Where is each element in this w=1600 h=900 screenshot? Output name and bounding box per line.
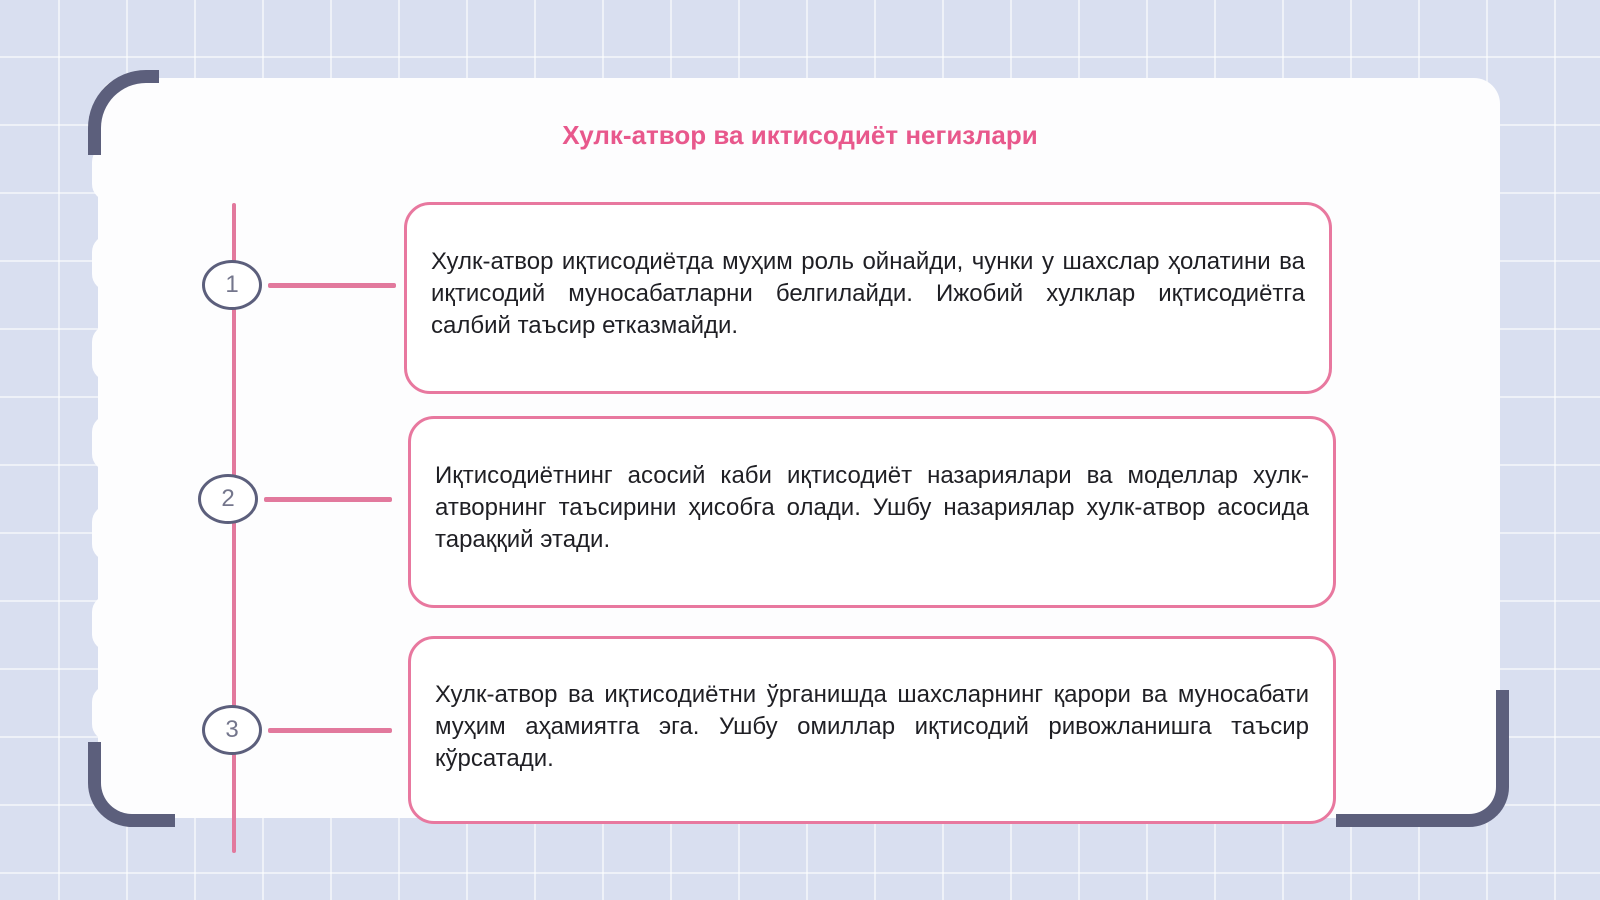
corner-bracket-top-left — [88, 70, 159, 155]
timeline-text: Хулк-атвор иқтисодиётда муҳим роль ойнайди, чунки у шахслар ҳолатини ва иқтисодий муносабатларни белгилайди. Ижобий хулклар иқтисодиётга салбий таъсир етказмайди. — [431, 248, 1305, 339]
notebook-ring — [92, 505, 126, 561]
notebook-ring — [92, 595, 126, 651]
timeline-text: Иқтисодиётнинг асосий каби иқтисодиёт назариялари ва моделлар хулк-атворнинг таъсирини ҳисобга олади. Ушбу назариялар хулк-атвор асосида тараққий этади. — [435, 462, 1309, 553]
notebook-ring — [92, 415, 126, 471]
timeline-number: 2 — [221, 485, 235, 512]
notebook-ring — [92, 235, 126, 291]
timeline-item-1 — [404, 202, 1332, 394]
timeline-item-3 — [408, 636, 1336, 824]
timeline-node-2 — [198, 474, 258, 524]
timeline-number: 1 — [225, 271, 239, 298]
notebook-ring — [92, 685, 126, 741]
notebook-ring — [92, 325, 126, 381]
timeline-connector — [268, 728, 392, 733]
timeline-text: Хулк-атвор ва иқтисодиётни ўрганишда шахсларнинг қарори ва муносабати муҳим аҳамиятга эга. Ушбу омиллар иқтисодий ривожланишга таъсир кўрсатади. — [435, 681, 1309, 772]
timeline-number: 3 — [225, 716, 239, 743]
timeline-connector — [264, 497, 392, 502]
timeline-node-1 — [202, 260, 262, 310]
slide-title: Хулк-атвор ва иктисодиёт негизлари — [562, 120, 1038, 150]
timeline-item-2 — [408, 416, 1336, 608]
timeline-connector — [268, 283, 396, 288]
timeline-node-3 — [202, 705, 262, 755]
corner-bracket-bottom-left — [88, 742, 175, 827]
corner-bracket-bottom-right — [1336, 690, 1509, 827]
